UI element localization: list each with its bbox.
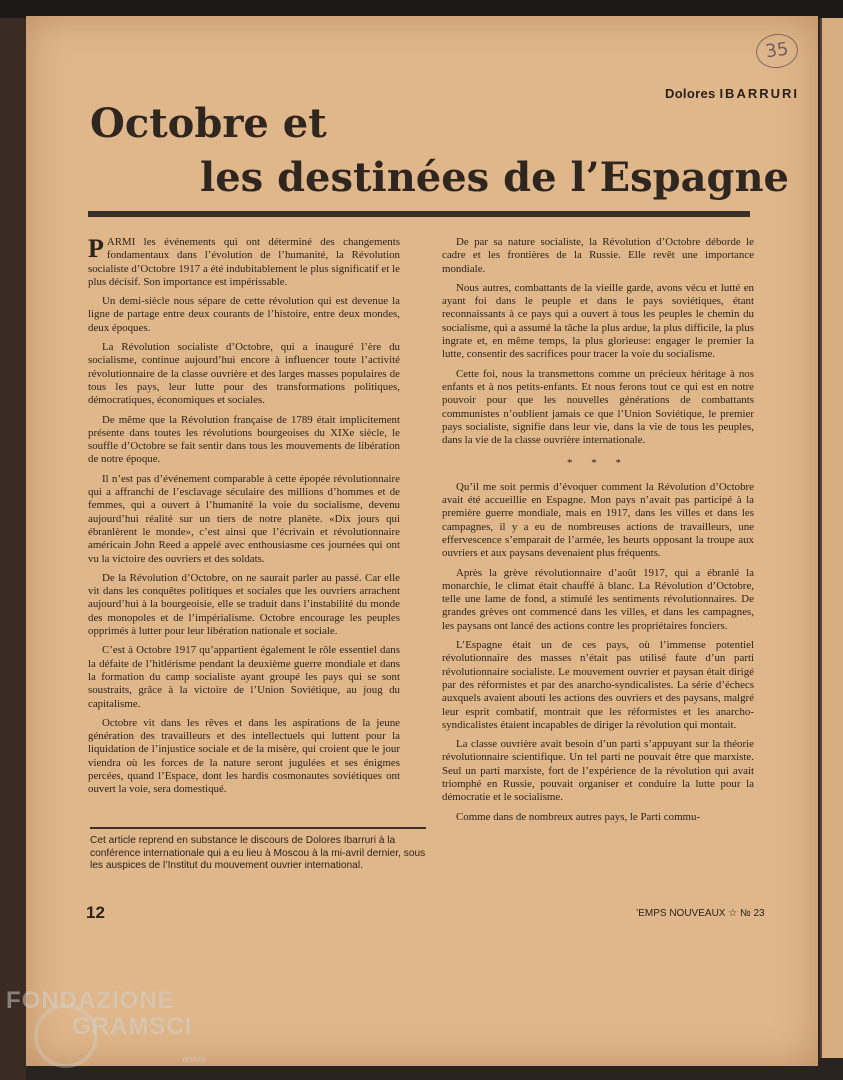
section-separator: * * * (567, 457, 629, 470)
paragraph: Cette foi, nous la transmettons comme un précieux héritage à nos enfants et à nos petits-enfants. Et nous ferons tout ce qui est en notre pouvoir pour que les nouvelles générations de combattants communistes n’oublient jamais ce que l’Union Soviétique, le premier pays socialiste, signifie dans leur vie, dans la vie de tous les peuples, dans la vie de la classe ouvrière internationale. (442, 367, 754, 447)
paragraph: Nous autres, combattants de la vieille garde, avons vécu et lutté en ayant foi dans le peuple et dans le pays soviétiques, étant reconnaissants à ce pays qui a ouvert à tous les peuples le chemin du socialisme, qui a assumé la tâche la plus ardue, la plus difficile, la plus ingrate et, en même temps, la plus glorieuse: engager le premier la lutte, consentir des sacrifices pour tracer la voie du socialisme. (442, 281, 754, 361)
adjacent-page-edge (820, 18, 843, 1058)
running-title: ’EMPS NOUVEAUX ☆ № 23 (636, 908, 765, 919)
paragraph: De même que la Révolution française de 1789 était implicitement présente dans toutes les révolutions bourgeoises du XIXe siècle, le souffle d’Octobre se fait sentir dans tous les mouvements de libération de notre époque. (88, 413, 400, 466)
watermark-line2: GRAMSCI (72, 1013, 193, 1040)
paragraph: Comme dans de nombreux autres pays, le Parti commu- (456, 810, 701, 823)
paragraph: La classe ouvrière avait besoin d’un parti s’appuyant sur la théorie révolutionnaire scientifique. Un tel parti ne pouvait être que marxiste. Seul un parti marxiste, fort de l’expérience de la révolution qui avait triomphé en Russie, pouvait organiser et conduire la lutte pour la démocratie et le socialisme. (442, 738, 754, 804)
watermark-logo-icon (34, 1004, 98, 1068)
archive-watermark (6, 987, 206, 1064)
paragraph: La Révolution socialiste d’Octobre, qui a inauguré l’ère du socialisme, continue aujourd’hui encore à influencer toute l’activité révolutionnaire de la classe ouvrière et des larges masses populaires de tous les pays, leur lutte pour des transformations politiques, démocratiques, économiques et sociales. (88, 341, 400, 407)
author-byline (665, 86, 799, 101)
paragraph: PARMI les événements qui ont déterminé des changements fondamentaux dans l’évolution de l’humanité, la Révolution socialiste d’Octobre 1917 a été indubitablement le plus significatif et le plus décisif. Son importance est impérissable. (88, 234, 400, 288)
note-rule (90, 827, 426, 829)
paragraph: Octobre vit dans les rêves et dans les aspirations de la jeune génération des travailleurs et des intellectuels qui luttent pour la liquidation de l’injustice sociale et de la misère, qui croient que le jour viendra où les forces de la nature seront jugulées et ses énigmes percées, quand l’Espace, dont les hardis cosmonautes soviétiques ont ouvert la voie, sera domestiqué. (88, 716, 400, 796)
paragraph: Un demi-siècle nous sépare de cette révolution qui est devenue la ligne de partage entre deux courants de l’histoire, entre deux mondes, deux époques. (88, 295, 400, 334)
watermark-line1: FONDAZIONE (6, 987, 175, 1014)
paragraph: Qu’il me soit permis d’évoquer comment la Révolution d’Octobre avait été accueillie en Espagne. Mon pays n’avait pas participé à la première guerre mondiale, mais en 1917, dans les villes et dans les campagnes, il y a eu de nombreuses actions de travailleurs, une effervescence s’emparait de l’armée, les heurts opposant la troupe aux ouvriers et aux paysans devenaient plus fréquents. (442, 480, 754, 560)
paragraph: Après la grève révolutionnaire d’août 1917, qui a ébranlé la monarchie, le climat était chauffé à blanc. La Révolution d’Octobre, telle une lame de fond, a stimulé les sentiments révolutionnaires. De grandes grèves ont commencé dans les villes, et dans les campagnes, les paysans ont lancé des actions contre les propriétaires fonciers. (442, 566, 754, 632)
page-folio: 12 (86, 903, 105, 922)
paragraph: L’Espagne était un de ces pays, où l’immense potentiel révolutionnaire des masses n’était pas utilisé faute d’un parti révolutionnaire socialiste. Le mouvement ouvrier et paysan était dirigé par des réformistes et par des anarcho-syndicalistes. La série d’échecs auxquels avaient abouti les actions des ouvriers et des paysans, malgré leur esprit combatif, montrait que les réformistes et les anarcho-syndicalistes étaient incapables de diriger la révolution qui montait. (442, 639, 754, 731)
editorial-note: Cet article reprend en substance le discours de Dolores Ibarruri à la conférence internationale qui a eu lieu à Moscou à la mi-avril dernier, sous les auspices de l’Institut du mouvement ouvrier international. (90, 835, 426, 872)
author-last-name: IBARRURI (719, 86, 799, 101)
watermark-line3: onlus (182, 1054, 206, 1064)
article-title-line2: les destinées de l’Espagne (200, 154, 789, 201)
paragraph: C’est à Octobre 1917 qu’appartient également le rôle essentiel dans la défaite de l’hitlérisme pendant la deuxième guerre mondiale et dans la formation du camp socialiste ayant groupé les pays qui se sont soustraits, grâce à la victoire de l’Union Soviétique, au joug du capitalisme. (88, 644, 400, 710)
paragraph: Il n’est pas d’événement comparable à cette épopée révolutionnaire qui a affranchi de l’esclavage séculaire des millions d’hommes et de femmes, qui a ouvert à l’humanité la voie du socialisme, devenu aujourd’hui réalité sur un tiers de notre planète. «Dix jours qui ébranlèrent le monde», c’est ainsi que l’écrivain et révolutionnaire américain John Reed a appelé avec enthousiasme ces journées qui ont vu la victoire des ouvriers et des soldats. (88, 472, 400, 565)
column-left (88, 236, 400, 803)
handwritten-page-number: 35 (754, 31, 800, 71)
drop-cap: P (88, 234, 104, 263)
column-right (442, 236, 754, 830)
paragraph: De la Révolution d’Octobre, on ne saurait parler au passé. Car elle vit dans les conquêtes politiques et sociales que les ouvriers arrachent aujourd’hui à la bourgeoisie, elle se traduit dans l’instabilité du monde des monopoles et de l’impérialisme. Octobre encourage les peuples opprimés à lutter pour leur libération nationale et sociale. (88, 571, 400, 638)
title-rule (88, 211, 750, 217)
scan-border-left (0, 18, 26, 1080)
paragraph: De par sa nature socialiste, la Révolution d’Octobre déborde le cadre et les frontières de la Russie. Elle revêt une importance mondiale. (442, 236, 754, 275)
article-title-line1: Octobre et (90, 100, 327, 147)
author-first-name: Dolores (665, 86, 716, 101)
